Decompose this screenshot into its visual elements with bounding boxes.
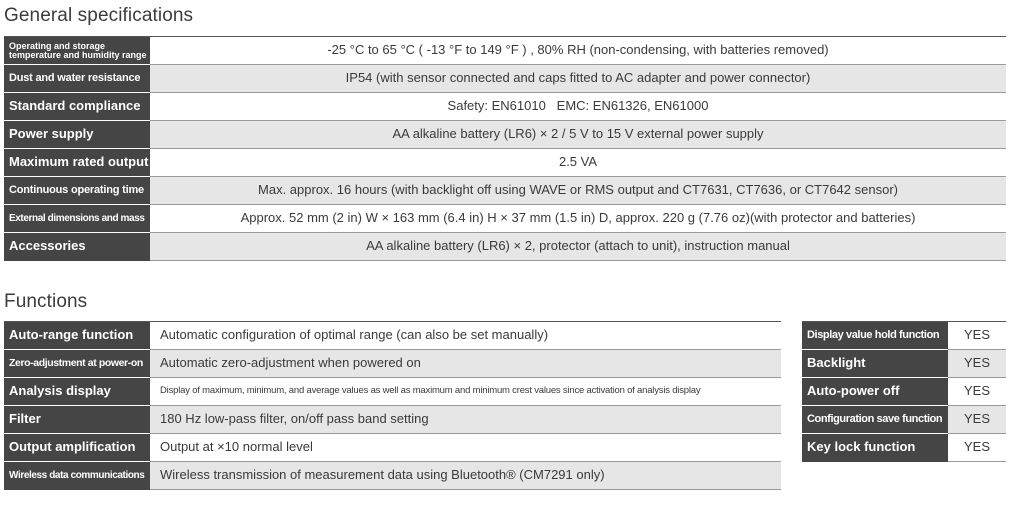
func-value-filter: 180 Hz low-pass filter, on/off pass band setting [150,406,781,434]
table-row [4,93,1006,121]
table-row [802,350,1006,378]
side-value-backlight: YES [948,350,1006,378]
spec-label-max-rated-output: Maximum rated output [4,149,150,177]
functions-title: Functions [4,291,88,312]
side-value-display-hold: YES [948,322,1006,350]
table-row [4,462,781,490]
spec-label-power-supply: Power supply [4,121,150,149]
side-label-auto-power-off: Auto-power off [802,378,948,406]
spec-value-power-supply: AA alkaline battery (LR6) × 2 / 5 V to 15 V external power supply [150,121,1006,149]
table-row [4,378,781,406]
table-row [4,177,1006,205]
general-specifications-table [4,36,1006,261]
spec-value-standard-compliance: Safety: EN61010 EMC: EN61326, EN61000 [150,93,1006,121]
side-label-key-lock: Key lock function [802,434,948,462]
func-label-wireless-data: Wireless data communications [4,462,150,490]
side-label-backlight: Backlight [802,350,948,378]
table-row [802,406,1006,434]
table-row [802,378,1006,406]
func-value-zero-adjustment: Automatic zero-adjustment when powered on [150,350,781,378]
table-row [4,406,781,434]
table-row [4,37,1006,65]
table-row [4,149,1006,177]
side-label-config-save: Configuration save function [802,406,948,434]
func-value-auto-range: Automatic configuration of optimal range (can also be set manually) [150,322,781,350]
spec-label-standard-compliance: Standard compliance [4,93,150,121]
func-label-output-amplification: Output amplification [4,434,150,462]
table-row [4,65,1006,93]
table-row [802,322,1006,350]
table-row [4,434,781,462]
table-row [4,121,1006,149]
spec-value-dust-water: IP54 (with sensor connected and caps fitted to AC adapter and power connector) [150,65,1006,93]
spec-label-dust-water: Dust and water resistance [4,65,150,93]
spec-label-continuous-operating-time: Continuous operating time [4,177,150,205]
spec-value-dimensions-mass: Approx. 52 mm (2 in) W × 163 mm (6.4 in) H × 37 mm (1.5 in) D, approx. 220 g (7.76 oz)(with protector and batteries) [150,205,1006,233]
general-specifications-title: General specifications [4,5,194,26]
side-value-auto-power-off: YES [948,378,1006,406]
functions-side-table [802,321,1006,462]
table-row [4,205,1006,233]
side-label-display-hold: Display value hold function [802,322,948,350]
func-value-output-amplification: Output at ×10 normal level [150,434,781,462]
spec-value-operating-range: -25 °C to 65 °C ( -13 °F to 149 °F ) , 80% RH (non-condensing, with batteries removed) [150,37,1006,65]
table-row [4,322,781,350]
func-label-auto-range: Auto-range function [4,322,150,350]
spec-label-accessories: Accessories [4,233,150,261]
table-row [4,350,781,378]
func-label-zero-adjustment: Zero-adjustment at power-on [4,350,150,378]
side-value-key-lock: YES [948,434,1006,462]
spec-value-continuous-operating-time: Max. approx. 16 hours (with backlight off using WAVE or RMS output and CT7631, CT7636, or CT7642 sensor) [150,177,1006,205]
side-value-config-save: YES [948,406,1006,434]
spec-value-max-rated-output: 2.5 VA [150,149,1006,177]
func-label-analysis-display: Analysis display [4,378,150,406]
spec-label-dimensions-mass: External dimensions and mass [4,205,150,233]
func-value-wireless-data: Wireless transmission of measurement data using Bluetooth® (CM7291 only) [150,462,781,490]
spec-label-operating-range: Operating and storage temperature and humidity range [4,37,150,65]
spec-value-accessories: AA alkaline battery (LR6) × 2, protector (attach to unit), instruction manual [150,233,1006,261]
table-row [802,434,1006,462]
func-value-analysis-display: Display of maximum, minimum, and average values as well as maximum and minimum crest values since activation of analysis display [150,378,781,406]
func-label-filter: Filter [4,406,150,434]
functions-table [4,321,781,490]
table-row [4,233,1006,261]
